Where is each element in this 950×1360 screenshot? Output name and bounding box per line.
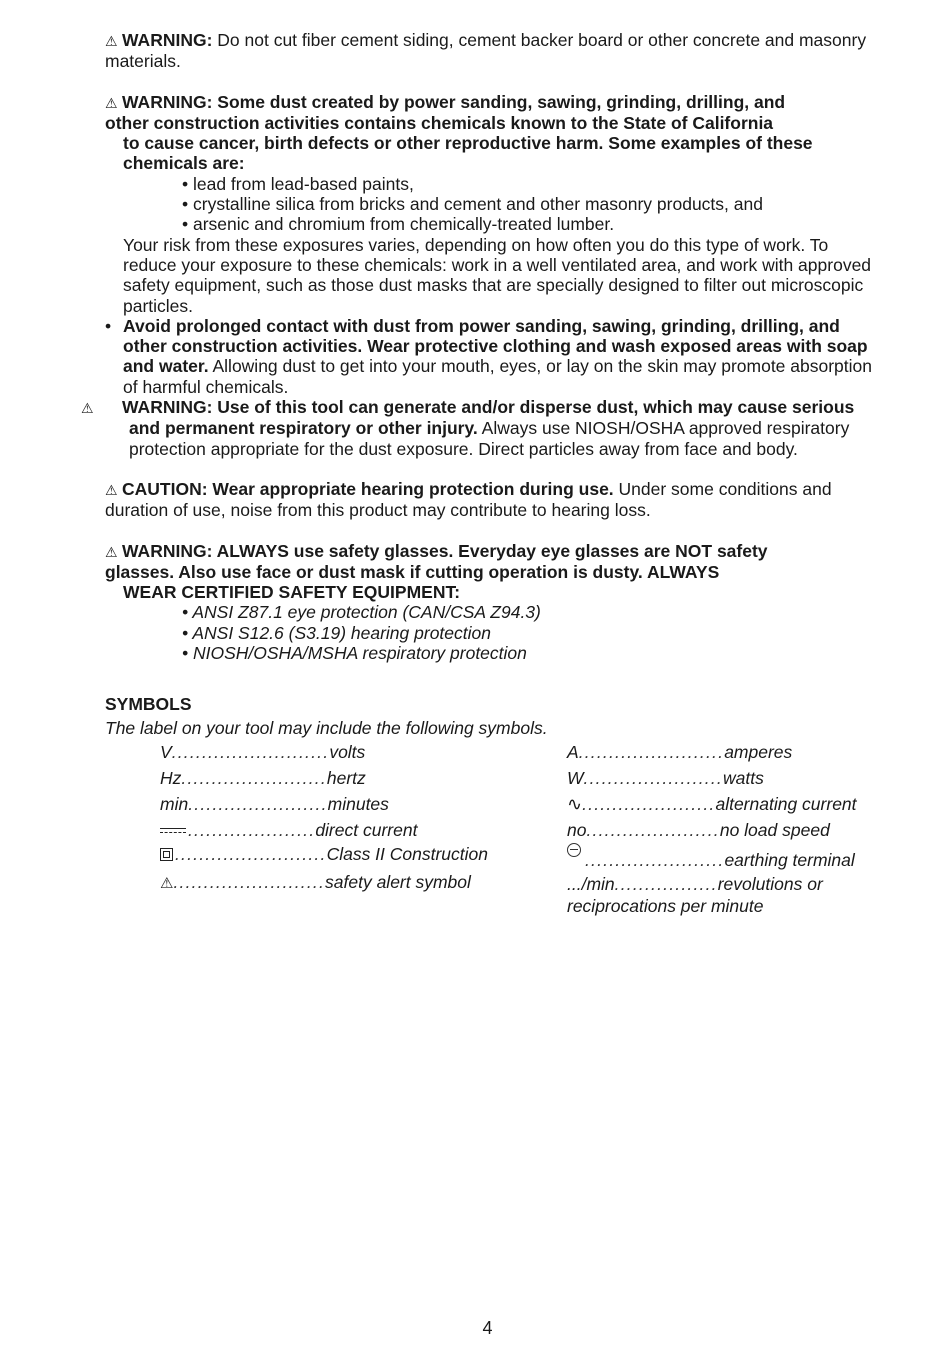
- warning-respiratory: ⚠ WARNING: Use of this tool can generate and/or disperse dust, which may cause serious and permanent respiratory or other injury. Always use NIOSH/OSHA approved respiratory protection appropriate for the dust exposure. Direct particles away from face and body.: [81, 397, 855, 459]
- warning-label: WARNING:: [122, 540, 213, 561]
- exposure-risk-text: Your risk from these exposures varies, depending on how often you do this type of work. To reduce your exposure to these chemicals: work in a well ventilated area, and work with approved safety equipment, such as those dust masks that are specially designed to filter out microscopic particles.: [123, 234, 872, 316]
- class-ii-icon: [160, 848, 173, 861]
- avoid-contact-note: • Avoid prolonged contact with dust from power sanding, sawing, grinding, drilling, and other construction activities. Wear protective clothing and wash exposed areas with soap and water. Allowing dust to get into your mouth, eyes, or lay on the skin may promote absorption of harmful chemicals.: [105, 315, 873, 397]
- safety-equipment-list: [182, 602, 885, 663]
- symbol-row-no-load-speed: no......................no load speed: [567, 819, 830, 840]
- symbol-row-minutes: min.......................minutes: [160, 793, 389, 814]
- warning-label: WARNING:: [122, 30, 213, 50]
- alternating-current-icon: ∿: [567, 793, 583, 814]
- list-item: • ANSI S12.6 (S3.19) hearing protection: [182, 622, 491, 643]
- safety-alert-icon: ⚠: [105, 94, 117, 111]
- list-item: • lead from lead-based paints,: [182, 173, 414, 194]
- caution-label: CAUTION:: [122, 478, 208, 499]
- symbol-row-earthing: .......................earthing terminal: [567, 842, 855, 866]
- chemicals-list: [182, 174, 885, 235]
- earthing-terminal-icon: [567, 843, 581, 857]
- symbol-row-rpm-cont: reciprocations per minute: [567, 895, 764, 916]
- warning-safety-glasses: ⚠ WARNING: ALWAYS use safety glasses. Everyday eye glasses are NOT safety glasses. Also use face or dust mask if cutting operation is dusty. ALWAYS WEAR CERTIFIED SAFETY EQUIPMENT: • ANSI Z87.1 eye protection (CAN/CSA Z94.3) • ANSI S12.6 (S3.19) hearing protection • NIOSH/OSHA/MSHA respiratory protection: [105, 541, 885, 664]
- warning-label: WARNING:: [122, 397, 213, 418]
- manual-page: [81, 30, 885, 958]
- safety-alert-icon: ⚠: [105, 33, 117, 49]
- symbol-row-direct-current: .....................direct current: [160, 818, 417, 842]
- safety-alert-icon: ⚠: [105, 543, 117, 560]
- symbol-row-volts: V..........................volts: [160, 741, 366, 762]
- safety-alert-icon: ⚠: [81, 400, 93, 417]
- symbol-row-safety-alert: ⚠.........................safety alert symbol: [160, 870, 471, 894]
- symbol-row-watts: W.......................watts: [567, 767, 764, 788]
- list-item: • arsenic and chromium from chemically-treated lumber.: [182, 214, 615, 235]
- symbols-table: [105, 738, 885, 958]
- warning-cutting: ⚠ WARNING: Do not cut fiber cement siding, cement backer board or other concrete and masonry materials.: [105, 30, 867, 72]
- warning-dust-chemicals: ⚠ WARNING: Some dust created by power sanding, sawing, grinding, drilling, and other construction activities contains chemicals known to the State of California to cause cancer, birth defects or other reproductive harm. Some examples of these chemicals are: • lead from lead-based paints, • crystalline silica from bricks and cement and other masonry products, and • arsenic and chromium from chemically-treated lumber. Your risk from these exposures varies, depending on how often you do this type of work. To reduce your exposure to these chemicals: work in a well ventilated area, and work with approved safety equipment, such as those dust masks that are specially designed to filter out microscopic particles.: [105, 92, 885, 316]
- symbol-row-class-ii: .........................Class II Construction: [160, 842, 488, 866]
- safety-alert-icon: ⚠: [105, 481, 117, 498]
- page-number: 4: [482, 1318, 493, 1338]
- symbols-heading: SYMBOLS: [105, 694, 192, 715]
- list-item: • NIOSH/OSHA/MSHA respiratory protection: [182, 643, 527, 664]
- symbols-intro: The label on your tool may include the following symbols.: [105, 717, 548, 738]
- symbol-row-alternating-current: ∿......................alternating current: [567, 793, 857, 814]
- safety-alert-icon: ⚠: [160, 874, 174, 892]
- symbols-section: [105, 694, 885, 958]
- symbol-row-hertz: Hz........................hertz: [160, 767, 366, 788]
- symbol-row-rpm: .../min.................revolutions or: [567, 873, 823, 894]
- warning-label: WARNING:: [122, 91, 213, 112]
- list-item: • crystalline silica from bricks and cement and other masonry products, and: [182, 194, 763, 215]
- list-item: • ANSI Z87.1 eye protection (CAN/CSA Z94.3): [182, 602, 541, 623]
- symbol-row-amperes: A........................amperes: [567, 741, 793, 762]
- caution-hearing: ⚠ CAUTION: Wear appropriate hearing protection during use. Under some conditions and duration of use, noise from this product may contribute to hearing loss.: [105, 478, 832, 521]
- direct-current-icon: [160, 827, 186, 835]
